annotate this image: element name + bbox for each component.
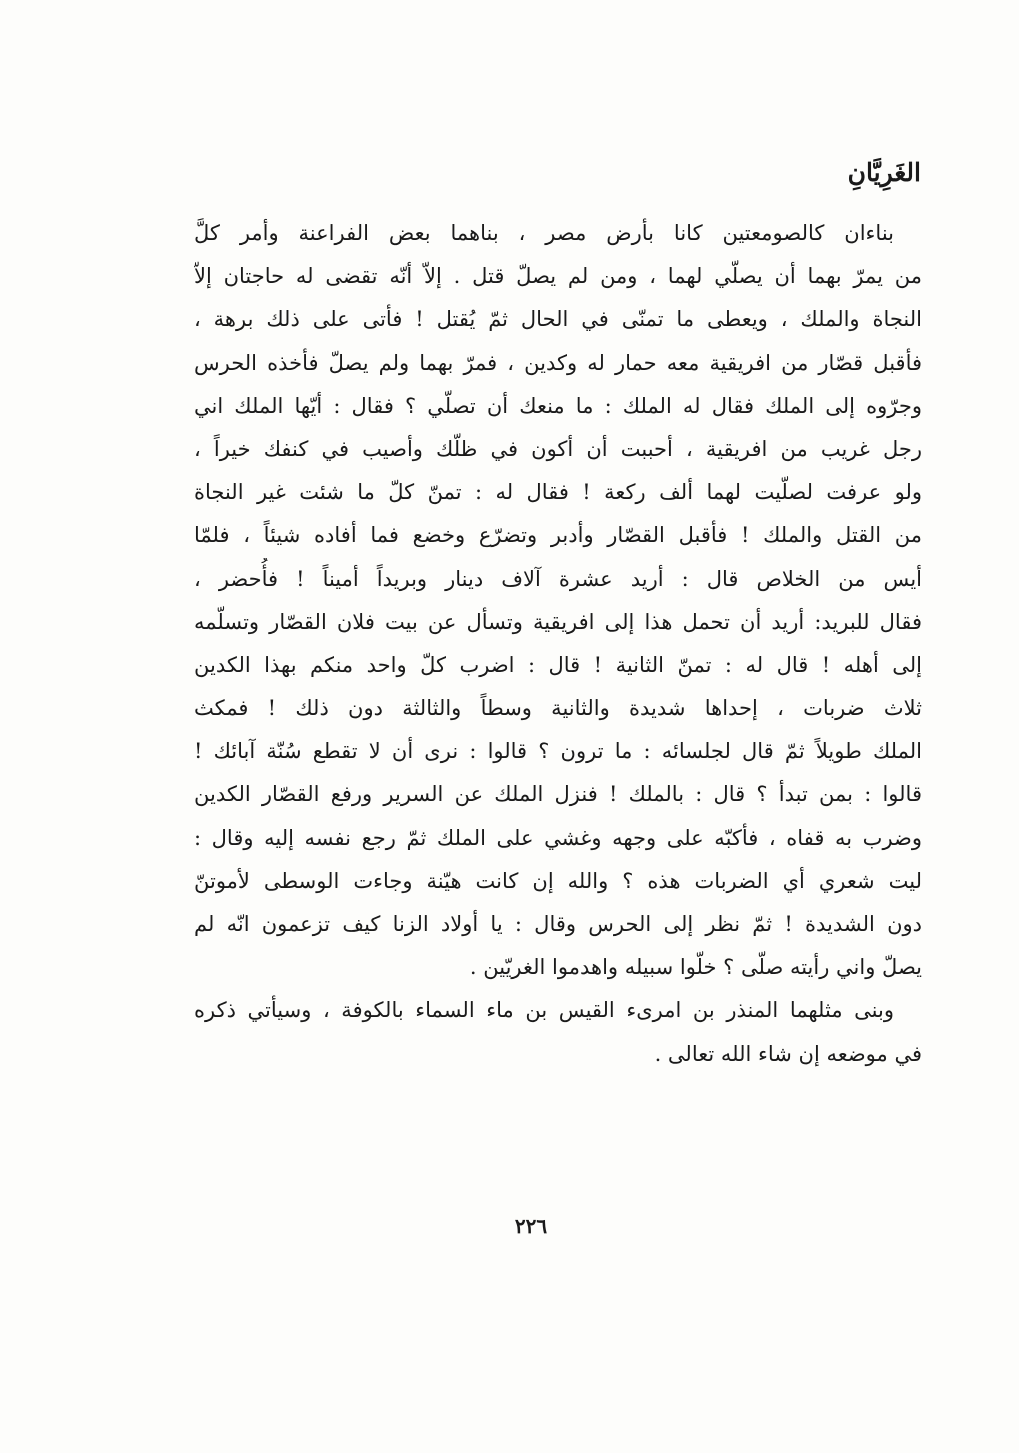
- text-line: فقال للبريد: أريد أن تحمل هذا إلى افريقية وتسأل عن بيت فلان القصّار وتسلّمه: [194, 609, 922, 634]
- text-line: أيس من الخلاص قال : أريد عشرة آلاف دينار وبريداً أميناً ! فأُحضر ،: [194, 566, 922, 591]
- text-line: يصلّ واني رأيته صلّى ؟ خلّوا سبيله واهدموا الغريّين .: [469, 955, 922, 980]
- page-number: ٢٢٦: [514, 1214, 548, 1238]
- text-line: فأقبل قصّار من افريقية معه حمار له وكدين ، فمرّ بهما ولم يصلّ فأخذه الحرس: [194, 350, 922, 375]
- text-line: وجرّوه إلى الملك فقال له الملك : ما منعك أن تصلّي ؟ فقال : أيّها الملك اني: [194, 393, 922, 418]
- text-line: دون الشديدة ! ثمّ نظر إلى الحرس وقال : يا أولاد الزنا كيف تزعمون انّه لم: [194, 912, 922, 936]
- entry-heading: الغَرِيَّانِ: [847, 158, 921, 187]
- text-line: وضرب به قفاه ، فأكبّه على وجهه وغشي على الملك ثمّ رجع نفسه إليه وقال :: [194, 825, 922, 850]
- text-line: النجاة والملك ، ويعطى ما تمنّى في الحال ثمّ يُقتل ! فأتى على ذلك برهة ،: [194, 307, 922, 332]
- text-line: رجل غريب من افريقية ، أحببت أن أكون في ظلّك وأصيب في كنفك خيراً ،: [194, 436, 922, 461]
- text-line: من القتل والملك ! فأقبل القصّار وأدبر وتضرّع وخضع فما أفاده شيئاً ، فلمّا: [194, 523, 922, 548]
- text-line: إلى أهله ! قال له : تمنّ الثانية ! قال : اضرب كلّ واحد منكم بهذا الكدين: [194, 652, 922, 677]
- text-line: ثلاث ضربات ، إحداها شديدة والثانية وسطاً والثالثة دون ذلك ! فمكث: [194, 696, 922, 721]
- text-line: قالوا : بمن تبدأ ؟ قال : بالملك ! فنزل الملك عن السرير ورفع القصّار الكدين: [194, 782, 922, 807]
- entry-body: [194, 212, 922, 1076]
- text-line: بناءان كالصومعتين كانا بأرض مصر ، بناهما بعض الفراعنة وأمر كلَّ: [194, 221, 894, 245]
- text-line: وبنى مثلهما المنذر بن امرىء القيس بن ماء السماء بالكوفة ، وسيأتي ذكره: [194, 998, 894, 1023]
- text-line: في موضعه إن شاء الله تعالى .: [654, 1041, 922, 1066]
- text-line: من يمرّ بهما أن يصلّي لهما ، ومن لم يصلّ قتل . إلاّ أنّه تقضى له حاجتان إلاّ: [194, 264, 922, 289]
- text-line: الملك طويلاً ثمّ قال لجلسائه : ما ترون ؟ قالوا : نرى أن لا تقطع سُنّة آبائك !: [194, 739, 922, 764]
- text-line: ولو عرفت لصلّيت لهما ألف ركعة ! فقال له : تمنّ كلّ ما شئت غير النجاة: [194, 480, 922, 505]
- text-line: ليت شعري أي الضربات هذه ؟ والله إن كانت هيّنة وجاءت الوسطى لأموتنّ: [194, 868, 922, 893]
